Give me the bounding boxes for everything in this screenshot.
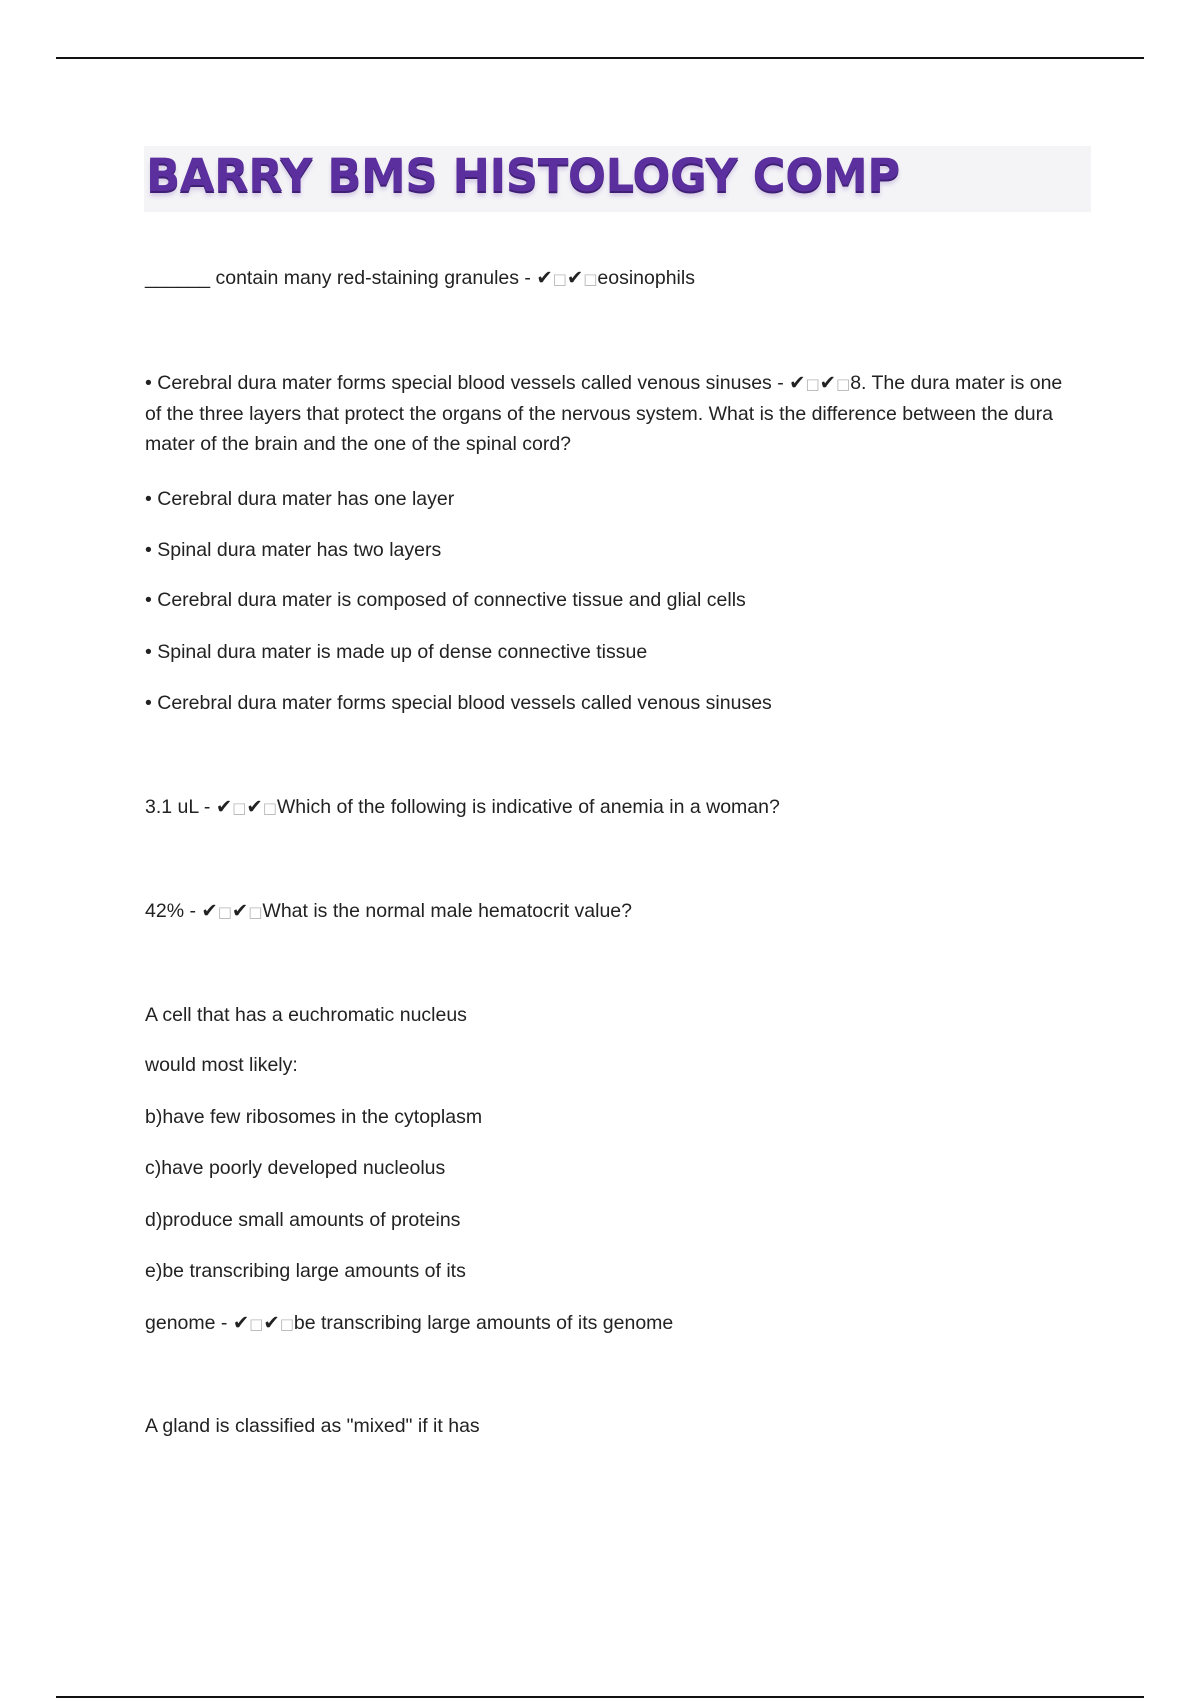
check-icon: ✔ xyxy=(201,899,218,922)
check-icon: ✔ xyxy=(215,795,233,818)
document-title: BARRY BMS HISTOLOGY COMP xyxy=(146,149,900,202)
box-glyph: □ xyxy=(583,270,598,288)
check-icon: ✔ xyxy=(536,266,553,289)
option-line: c)have poorly developed nucleolus xyxy=(145,1157,446,1179)
box-glyph: □ xyxy=(279,1315,294,1333)
bullet-item: • Cerebral dura mater forms special blood vessels called venous sinuses xyxy=(145,692,772,714)
check-icon: ✔ xyxy=(789,371,806,394)
answer-text: • Cerebral dura mater forms special blood vessels called venous sinuses - xyxy=(145,372,790,394)
question-line: would most likely: xyxy=(145,1054,298,1076)
check-icon: ✔ xyxy=(263,1311,280,1334)
bullet-item: • Cerebral dura mater has one layer xyxy=(145,488,455,510)
box-glyph: □ xyxy=(232,799,247,817)
bullet-item: • Spinal dura mater is made up of dense connective tissue xyxy=(145,641,648,663)
check-icon: ✔ xyxy=(566,266,584,289)
box-glyph: □ xyxy=(262,799,277,817)
qa-anemia xyxy=(145,792,780,823)
check-icon: ✔ xyxy=(232,1311,250,1334)
qa-hematocrit xyxy=(145,896,632,927)
footer-rule xyxy=(56,1696,1144,1698)
question-line: A gland is classified as "mixed" if it has xyxy=(145,1415,480,1437)
check-icon: ✔ xyxy=(819,371,836,394)
check-icon: ✔ xyxy=(231,899,249,922)
question-text: ______ contain many red-staining granules - xyxy=(145,267,537,289)
answer-text: be transcribing large amounts of its genome xyxy=(293,1312,674,1334)
question-text: What is the normal male hematocrit value? xyxy=(262,900,632,922)
question-text: 8. The dura mater is one of the three layers that protect the organs of the nervous system. What is the difference between the dura mater of the brain and the one of the spinal cord? xyxy=(145,372,1063,455)
box-glyph: □ xyxy=(249,1315,264,1333)
option-line: e)be transcribing large amounts of its xyxy=(145,1260,466,1282)
bullet-item: • Cerebral dura mater is composed of connective tissue and glial cells xyxy=(145,589,746,611)
box-glyph: □ xyxy=(836,375,851,393)
bullet-item: • Spinal dura mater has two layers xyxy=(145,539,442,561)
qa-eosinophils xyxy=(145,263,695,294)
qa-euchromatic-answer xyxy=(145,1308,673,1339)
qa-dura-mater xyxy=(145,368,1075,459)
answer-text: eosinophils xyxy=(597,267,695,289)
box-glyph: □ xyxy=(248,903,263,921)
answer-text: 42% - xyxy=(145,900,202,922)
box-glyph: □ xyxy=(805,375,820,393)
question-line: A cell that has a euchromatic nucleus xyxy=(145,1004,467,1026)
question-text: genome - xyxy=(145,1312,233,1334)
box-glyph: □ xyxy=(217,903,232,921)
box-glyph: □ xyxy=(552,270,567,288)
check-icon: ✔ xyxy=(246,795,263,818)
header-rule xyxy=(56,57,1144,59)
question-text: Which of the following is indicative of anemia in a woman? xyxy=(276,796,780,818)
option-line: b)have few ribosomes in the cytoplasm xyxy=(145,1106,483,1128)
option-line: d)produce small amounts of proteins xyxy=(145,1209,461,1231)
answer-text: 3.1 uL - xyxy=(145,796,216,818)
